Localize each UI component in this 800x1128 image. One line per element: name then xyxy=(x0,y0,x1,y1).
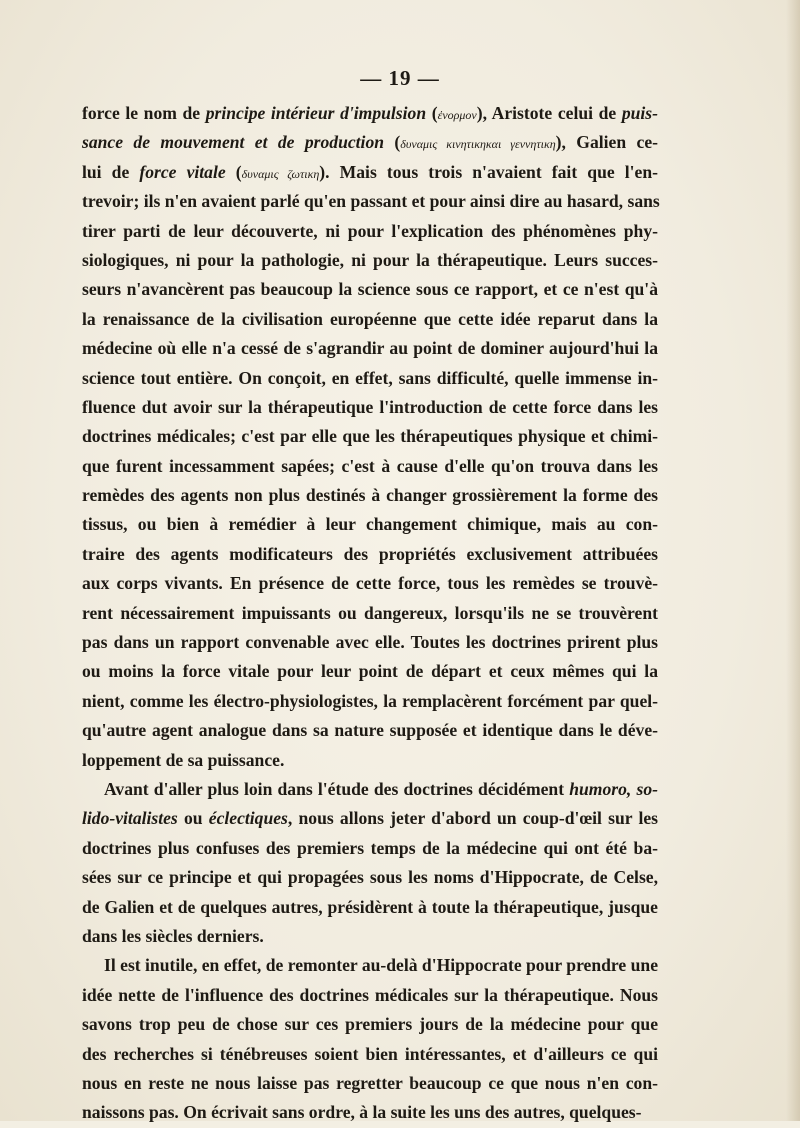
paragraph xyxy=(82,775,658,951)
text-run: ( xyxy=(225,161,242,182)
text-line xyxy=(82,687,658,716)
text-line xyxy=(82,628,658,657)
text-run: tissus, ou bien à remédier à leur changement chimique, mais au con- xyxy=(82,514,658,535)
page-edge-shadow xyxy=(786,0,800,1121)
page-number: — 19 — xyxy=(360,66,440,90)
text-line xyxy=(82,804,658,833)
text-line xyxy=(82,834,658,863)
text-line xyxy=(82,746,658,775)
text-run: des recherches si ténébreuses soient bien intéressantes, et d'ailleurs ce qui xyxy=(82,1043,658,1064)
text-run: ou moins la force vitale pour leur point de départ et ceux mêmes qui la xyxy=(82,661,658,682)
text-line xyxy=(82,599,658,628)
text-run: Avant d'aller plus loin dans l'étude des doctrines décidément xyxy=(104,778,570,799)
text-line xyxy=(82,981,658,1010)
text-line xyxy=(82,510,658,539)
text-line xyxy=(82,893,658,922)
text-run: trevoir; ils n'en avaient parlé qu'en passant et pour ainsi dire au hasard, sans xyxy=(82,191,660,212)
paragraph xyxy=(82,99,658,775)
text-run: seurs n'avancèrent pas beaucoup la science sous ce rapport, et ce n'est qu'à xyxy=(82,279,658,300)
text-line xyxy=(82,775,658,804)
text-run: dans les siècles derniers. xyxy=(82,925,264,946)
text-run: , nous allons jeter d'abord un coup-d'œil sur les xyxy=(287,808,658,829)
italic-term: éclectiques xyxy=(208,808,288,829)
text-run: idée nette de l'influence des doctrines médicales sur la thérapeutique. Nous xyxy=(82,984,658,1005)
text-run: lui de xyxy=(82,161,140,182)
text-run: doctrines plus confuses des premiers temps de la médecine qui ont été ba- xyxy=(82,837,658,858)
text-run: que furent incessamment sapées; c'est à cause d'elle qu'on trouva dans les xyxy=(82,455,658,476)
text-line xyxy=(82,863,658,892)
text-run: Il est inutile, en effet, de remonter au-delà d'Hippocrate pour prendre une xyxy=(104,955,659,976)
italic-term: lido-vitalistes xyxy=(82,808,178,829)
italic-term: humoro, so- xyxy=(569,778,658,799)
text-line xyxy=(82,187,658,216)
italic-term: force vitale xyxy=(139,161,226,182)
text-run: fluence dut avoir sur la thérapeutique l'introduction de cette force dans les xyxy=(82,396,658,417)
paragraph xyxy=(82,951,658,1127)
text-run: naissons pas. On écrivait sans ordre, à la suite les uns des autres, quelques- xyxy=(82,1102,642,1123)
text-line xyxy=(82,128,658,157)
text-line xyxy=(82,246,658,275)
text-line xyxy=(82,305,658,334)
text-line xyxy=(82,422,658,451)
text-run: doctrines médicales; c'est par elle que les thérapeutiques physique et chimi- xyxy=(82,426,658,447)
text-line xyxy=(82,452,658,481)
text-run: ( xyxy=(426,103,438,123)
italic-term: sance de mouvement et de production xyxy=(82,132,385,153)
text-line xyxy=(82,158,658,187)
text-run: loppement de sa puissance. xyxy=(82,749,285,770)
text-line xyxy=(82,1098,658,1127)
text-line xyxy=(82,99,658,128)
greek-term: δυναμις κινητικηκαι γεννητικη xyxy=(400,137,556,152)
text-run: tirer parti de leur découverte, ni pour l'explication des phénomènes phy- xyxy=(82,220,658,241)
text-run: ), Galien ce- xyxy=(555,132,658,153)
text-line xyxy=(82,951,658,980)
text-line xyxy=(82,922,658,951)
text-run: sées sur ce principe et qui propagées sous les noms d'Hippocrate, de Celse, xyxy=(82,867,658,888)
text-run: médecine où elle n'a cessé de s'agrandir au point de dominer aujourd'hui la xyxy=(82,338,658,359)
text-run: la renaissance de la civilisation européenne que cette idée reparut dans la xyxy=(82,308,658,329)
text-line xyxy=(82,540,658,569)
text-line xyxy=(82,1040,658,1069)
text-run: ou xyxy=(177,808,209,829)
text-line xyxy=(82,657,658,686)
text-run: ), Aristote celui de xyxy=(476,103,622,123)
text-line xyxy=(82,393,658,422)
greek-term: ἐνορμον xyxy=(437,108,477,122)
text-line xyxy=(82,275,658,304)
text-run: rent nécessairement impuissants ou dangereux, lorsqu'ils ne se trouvèrent xyxy=(82,602,658,623)
text-line xyxy=(82,569,658,598)
greek-term: δυναμις ζωτικη xyxy=(241,166,320,181)
text-run: savons trop peu de chose sur ces premiers jours de la médecine pour que xyxy=(82,1014,658,1035)
text-line xyxy=(82,1010,658,1039)
text-run: nous en reste ne nous laisse pas regretter beaucoup ce que nous n'en con- xyxy=(82,1072,658,1093)
text-run: ). Mais tous trois n'avaient fait que l'en- xyxy=(319,161,658,182)
text-run: aux corps vivants. En présence de cette force, tous les remèdes se trouvè- xyxy=(82,573,658,594)
text-line xyxy=(82,364,658,393)
italic-term: principe intérieur d'impulsion xyxy=(205,103,427,123)
text-run: siologiques, ni pour la pathologie, ni pour la thérapeutique. Leurs succes- xyxy=(82,249,658,270)
text-line xyxy=(82,716,658,745)
text-run: pas dans un rapport convenable avec elle. Toutes les doctrines prirent plus xyxy=(82,632,658,653)
text-run: science tout entière. On conçoit, en effet, sans difficulté, quelle immense in- xyxy=(82,367,658,388)
text-line xyxy=(82,334,658,363)
text-run: qu'autre agent analogue dans sa nature supposée et identique dans le déve- xyxy=(82,720,658,741)
text-run: force le nom de xyxy=(82,103,206,123)
text-run: traire des agents modificateurs des propriétés exclusivement attribuées xyxy=(82,543,658,564)
body-text xyxy=(82,99,658,1128)
text-line xyxy=(82,217,658,246)
text-run: remèdes des agents non plus destinés à changer grossièrement la forme des xyxy=(82,485,658,506)
italic-term: puis- xyxy=(621,103,658,123)
text-run: de Galien et de quelques autres, présidèrent à toute la thérapeutique, jusque xyxy=(82,896,658,917)
text-line xyxy=(82,481,658,510)
text-line xyxy=(82,1069,658,1098)
text-run: nient, comme les électro-physiologistes, la remplacèrent forcément par quel- xyxy=(82,690,658,711)
text-run: ( xyxy=(384,132,401,153)
